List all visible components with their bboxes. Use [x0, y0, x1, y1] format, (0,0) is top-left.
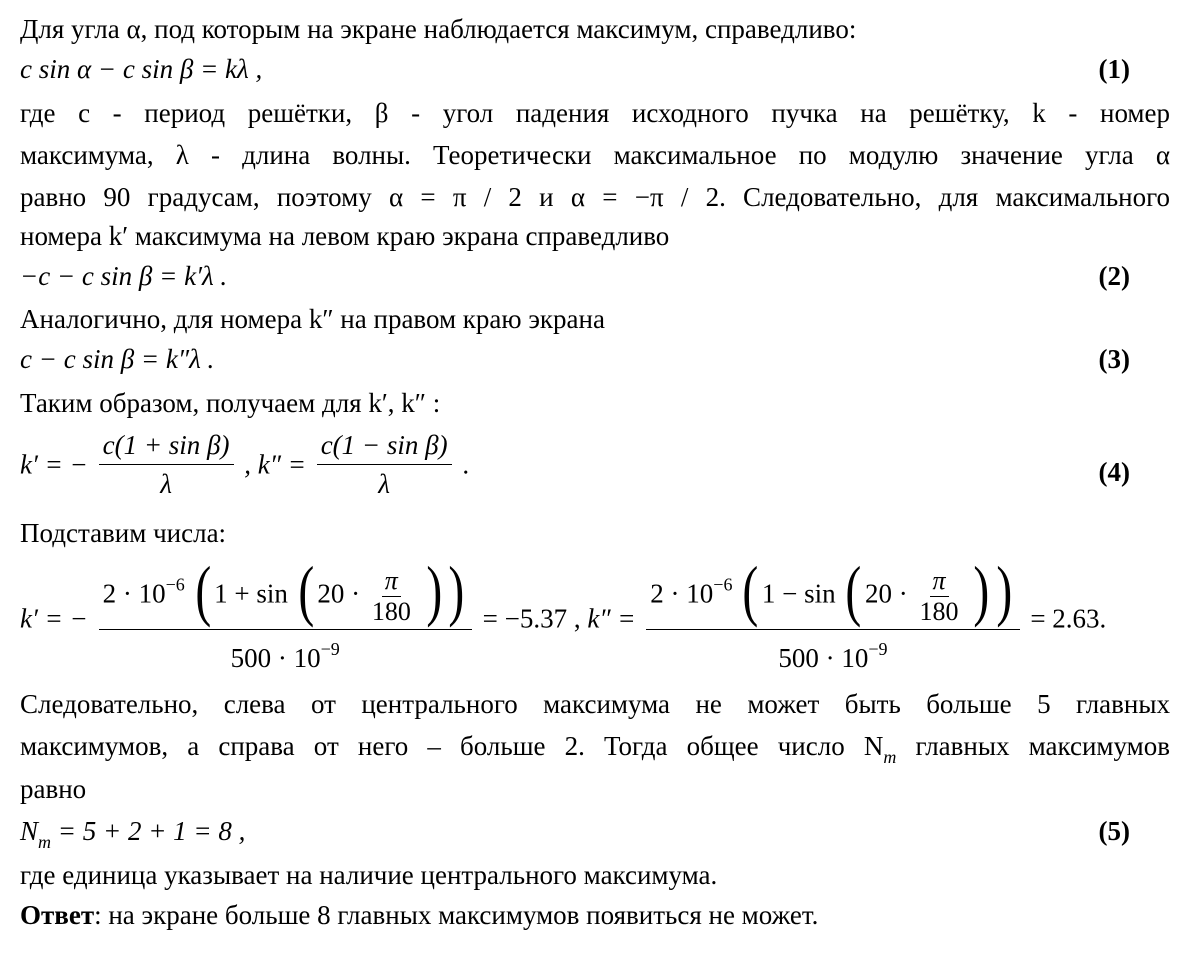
equation-number-2: (2) — [1098, 261, 1130, 291]
paragraph-conclusion-2: максимумов, а справа от него – больше 2. Тогда общее число $N_m$ главных максимумов — [20, 731, 1170, 767]
paragraph-similarly: Аналогично, для номера k″ на правом краю экрана — [20, 304, 605, 334]
paragraph-intro: Для угла α, под которым на экране наблюдается максимум, справедливо: — [20, 14, 857, 44]
answer-text: : на экране больше 8 главных максимумов появиться не может. — [94, 900, 819, 930]
equation-5: $N_m = 5 + 2 + 1 = 8$ , — [20, 816, 246, 852]
answer-label: Ответ — [20, 900, 95, 930]
fraction-numeric-right: $2 \cdot 10^{-6}$ ( 1 − sin ( 20 · $\frac{\pi}{180}$ )) $500 \cdot 10^{-9}$ — [646, 562, 1019, 675]
answer-line — [20, 898, 1170, 932]
paragraph-conclusion-1: Следовательно, слева от центрального максимума не может быть больше 5 главных — [20, 689, 1170, 719]
fraction-k-double-prime: $\frac{\text{c(1 − sin β)}}{\lambda}$ — [317, 428, 452, 501]
equation-number-1: (1) — [1098, 54, 1130, 84]
paragraph-substitute: Подставим числа: — [20, 518, 227, 548]
equation-2: −c − c sin β = k′λ . — [20, 261, 228, 291]
equation-3: c − c sin β = k″λ . — [20, 344, 215, 374]
equation-number-5: (5) — [1098, 816, 1130, 846]
equation-number-4: (4) — [1098, 457, 1130, 487]
fraction-k-prime: $\frac{\text{c(1 + sin β)}}{\lambda}$ — [99, 428, 234, 501]
fraction-numeric-left: $2 \cdot 10^{-6}$ ( 1 + sin ( 20 · $\frac{\pi}{180}$ )) $500 \cdot 10^{-9}$ — [99, 562, 472, 675]
equation-number-3: (3) — [1098, 344, 1130, 374]
paragraph-central: где единица указывает на наличие центрального максимума. — [20, 860, 718, 890]
paragraph-definitions-3: равно 90 градусам, поэтому α = π / 2 и α = −π / 2. Следовательно, для максимального — [20, 182, 1170, 212]
equation-1: c sin α − c sin β = kλ , — [20, 54, 263, 84]
paragraph-conclusion-3: равно — [20, 774, 87, 804]
equation-4: k′ = − $\frac{\text{c(1 + sin β)}}{\lambda}$ , k″ = $\frac{\text{c(1 − sin β)}}{\lambda}$ . — [20, 430, 470, 499]
paragraph-definitions-2: максимума, λ - длина волны. Теоретически максимальное по модулю значение угла α — [20, 140, 1170, 170]
equation-numeric: k′ = − $2 \cdot 10^{-6}$ ( 1 + sin ( 20 · $\frac{\pi}{180}$ )) $500 \cdot 10^{-9}$ = −5.37 , k″ = $2 \cdot 10^{-6}$ ( 1 − sin ( 20 · $\frac{\pi}{180}$ )) $500 \cdot 10^{-9}$ = 2.63. — [20, 551, 1107, 673]
paragraph-thus: Таким образом, получаем для k′, k″ : — [20, 388, 441, 418]
paragraph-definitions-4: номера k′ максимума на левом краю экрана справедливо — [20, 221, 670, 251]
paragraph-definitions-1: где c - период решётки, β - угол падения исходного пучка на решётку, k - номер — [20, 98, 1170, 128]
